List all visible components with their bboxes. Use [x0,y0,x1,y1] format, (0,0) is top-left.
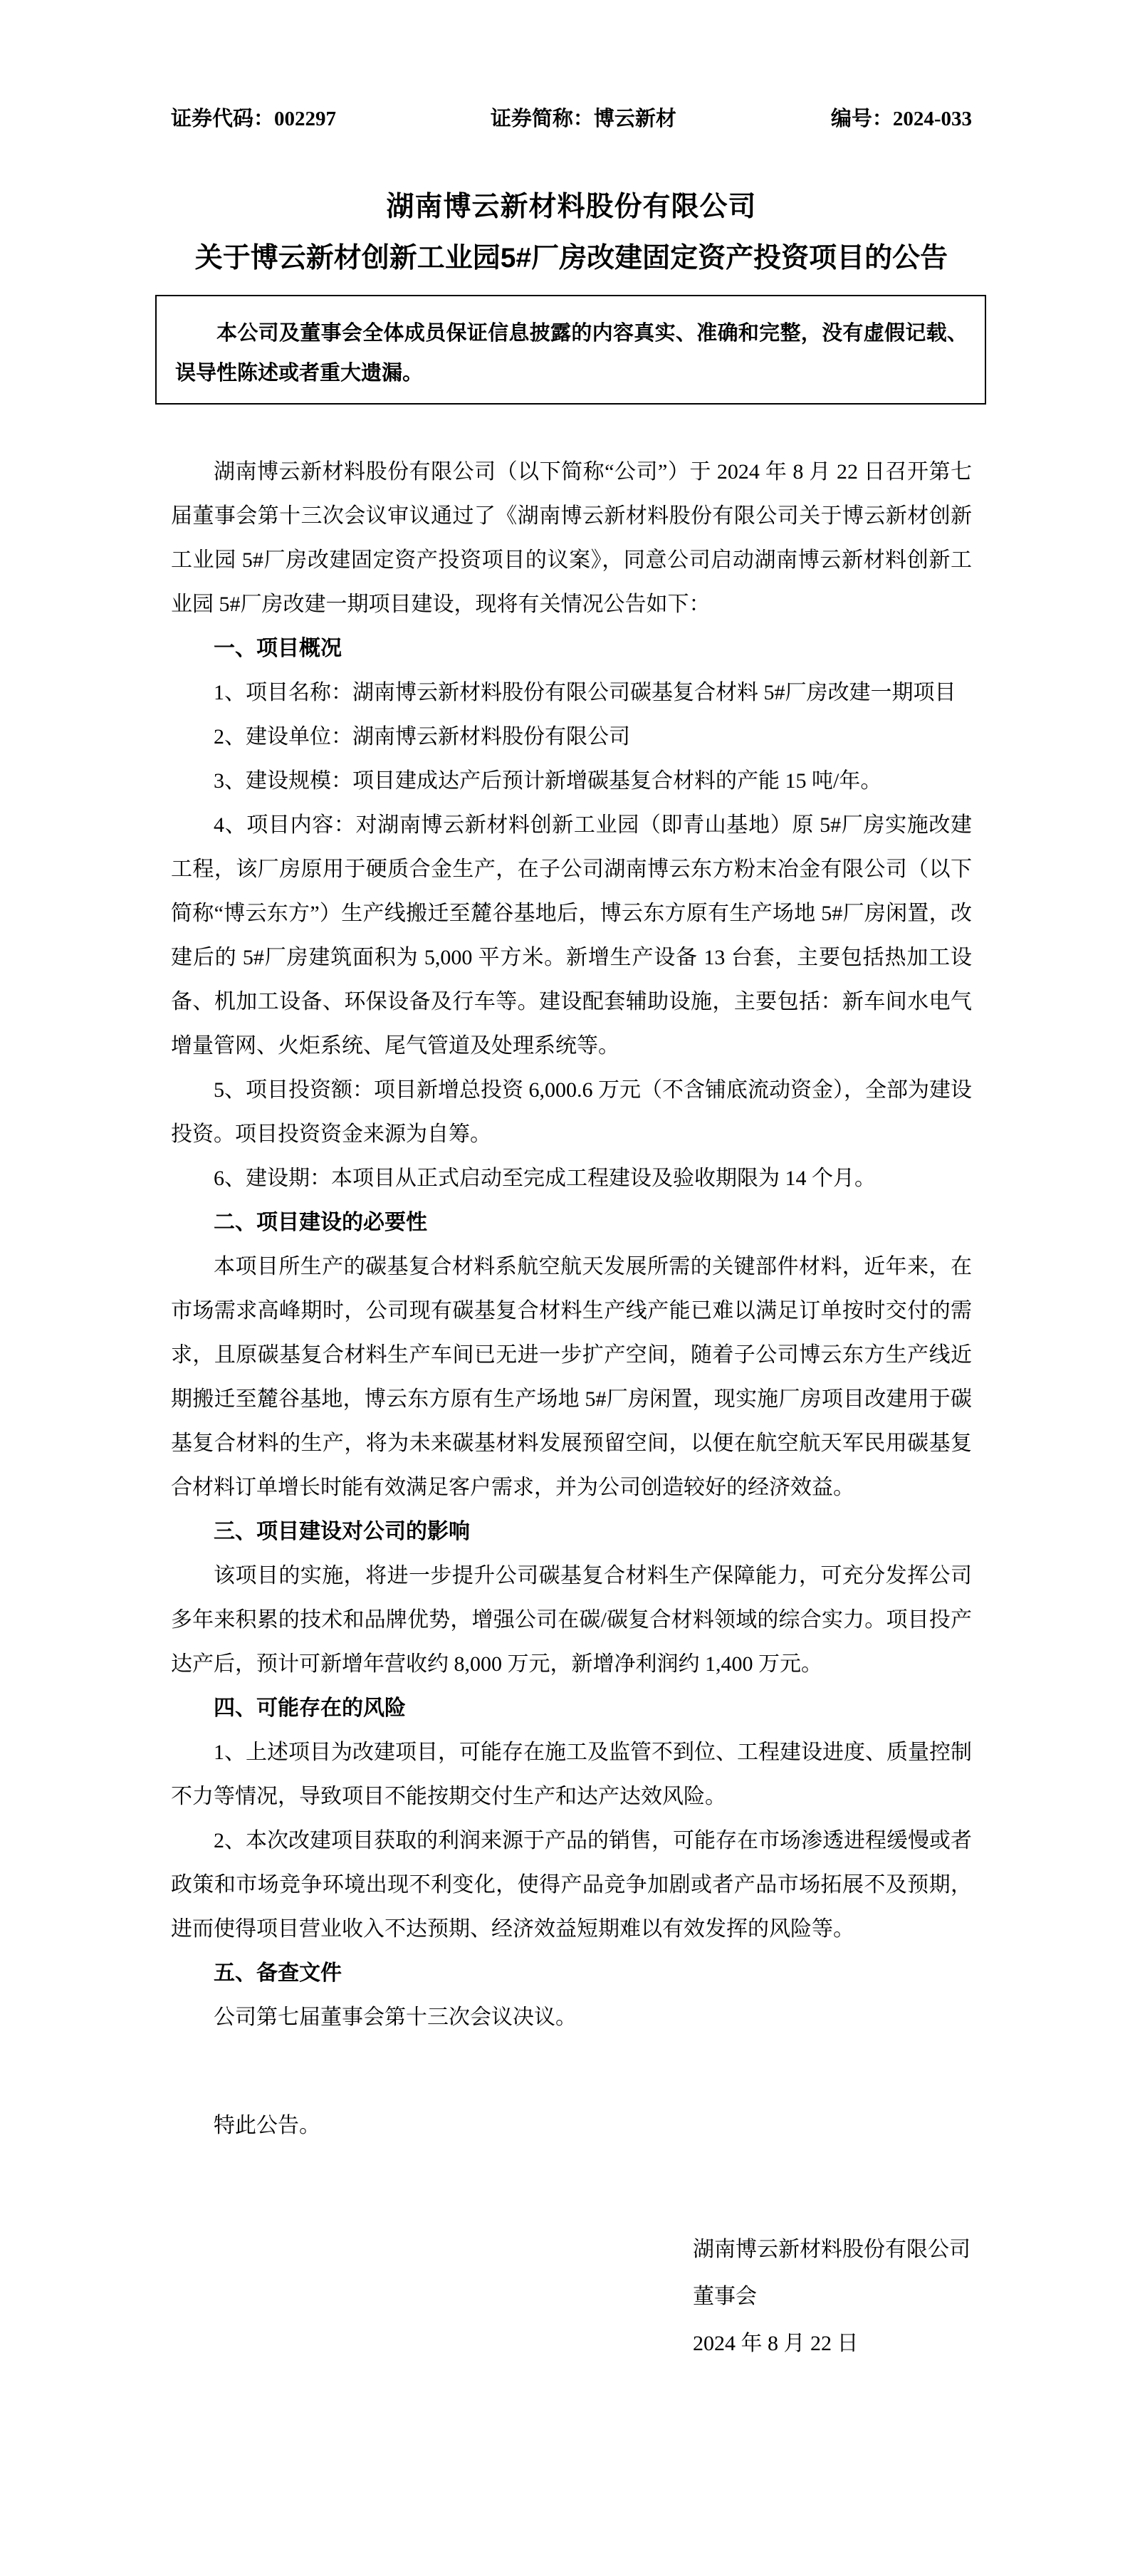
announcement-title: 关于博云新材创新工业园5#厂房改建固定资产投资项目的公告 [194,243,948,273]
signature-board: 董事会 [693,2285,757,2308]
section-3-paragraph: 该项目的实施，将进一步提升公司碳基复合材料生产保障能力，可充分发挥公司多年来积累的技术和品牌优势，增强公司在碳/碳复合材料领域的综合实力。项目投产达产后，预计可新增年营收约 8,000 万元，新增净利润约 1,400 万元。 [171,1564,972,1676]
disclaimer-text: 本公司及董事会全体成员保证信息披露的内容真实、准确和完整，没有虚假记载、误导性陈述或者重大遗漏。 [175,322,968,385]
risk-item-1: 1、上述项目为改建项目，可能存在施工及监管不到位、工程建设进度、质量控制不力等情况，导致项目不能按期交付生产和达产达效风险。 [171,1741,972,1808]
risk-item-2: 2、本次改建项目获取的利润来源于产品的销售，可能存在市场渗透进程缓慢或者政策和市场竞争环境出现不利变化，使得产品竞争加剧或者产品市场拓展不及预期，进而使得项目营业收入不达预期、经济效益短期难以有效发挥的风险等。 [171,1829,972,1941]
company-title: 湖南博云新材料股份有限公司 [386,192,757,222]
item-construction-unit: 2、建设单位：湖南博云新材料股份有限公司 [214,725,630,749]
reference-document: 公司第七届董事会第十三次会议决议。 [214,2006,577,2029]
section-4-heading: 四、可能存在的风险 [214,1696,406,1720]
item-project-content: 4、项目内容：对湖南博云新材料创新工业园（即青山基地）原 5#厂房实施改建工程，该厂房原用于硬质合金生产，在子公司湖南博云东方粉末冶金有限公司（以下简称“博云东方”）生产线搬迁至麓谷基地后，博云东方原有生产场地 5#厂房闲置，改建后的 5#厂房建筑面积为 5,000 平方米。新增生产设备 13 台套，主要包括热加工设备、机加工设备、环保设备及行车等。建设配套辅助设施，主要包括：新车间水电气增量管网、火炬系统、尾气管道及处理系统等。 [171,813,972,1058]
section-5-heading: 五、备查文件 [214,1961,342,1985]
item-construction-scale: 3、建设规模：项目建成达产后预计新增碳基复合材料的产能 15 吨/年。 [214,769,882,793]
spacer [171,2148,972,2226]
intro-paragraph: 湖南博云新材料股份有限公司（以下简称“公司”）于 2024 年 8 月 22 日召开第七届董事会第十三次会议审议通过了《湖南博云新材料股份有限公司关于博云新材创新工业园 5#厂房改建固定资产投资项目的议案》，同意公司启动湖南博云新材料创新工业园 5#厂房改建一期项目建设，现将有关情况公告如下： [171,460,972,616]
stock-abbr: 证券简称：博云新材 [490,108,676,130]
item-project-name: 1、项目名称：湖南博云新材料股份有限公司碳基复合材料 5#厂房改建一期项目 [214,681,956,704]
signature-company: 湖南博云新材料股份有限公司 [693,2238,971,2261]
section-2-paragraph: 本项目所生产的碳基复合材料系航空航天发展所需的关键部件材料，近年来，在市场需求高峰期时，公司现有碳基复合材料生产线产能已难以满足订单按时交付的需求，且原碳基复合材料生产车间已无进一步扩产空间，随着子公司博云东方生产线近期搬迁至麓谷基地，博云东方原有生产场地 5#厂房闲置，现实施厂房项目改建用于碳基复合材料的生产，将为未来碳基材料发展预留空间，以便在航空航天军民用碳基复合材料订单增长时能有效满足客户需求，并为公司创造较好的经济效益。 [171,1255,972,1499]
closing-statement: 特此公告。 [214,2114,320,2137]
section-1-heading: 一、项目概况 [214,637,342,660]
item-construction-period: 6、建设期：本项目从正式启动至完成工程建设及验收期限为 14 个月。 [214,1167,876,1190]
section-3-heading: 三、项目建设对公司的影响 [214,1520,470,1543]
section-2-heading: 二、项目建设的必要性 [214,1211,427,1234]
disclaimer-box [155,295,986,405]
announcement-body [171,450,972,2367]
announcement-number: 编号：2024-033 [830,108,972,130]
header-meta-row [171,107,972,131]
stock-code: 证券代码：002297 [171,108,337,130]
signature-date: 2024 年 8 月 22 日 [693,2332,859,2355]
signature-block [693,2226,971,2367]
spacer [171,2040,972,2104]
item-investment-amount: 5、项目投资额：项目新增总投资 6,000.6 万元（不含铺底流动资金），全部为建设投资。项目投资资金来源为自筹。 [171,1078,972,1146]
